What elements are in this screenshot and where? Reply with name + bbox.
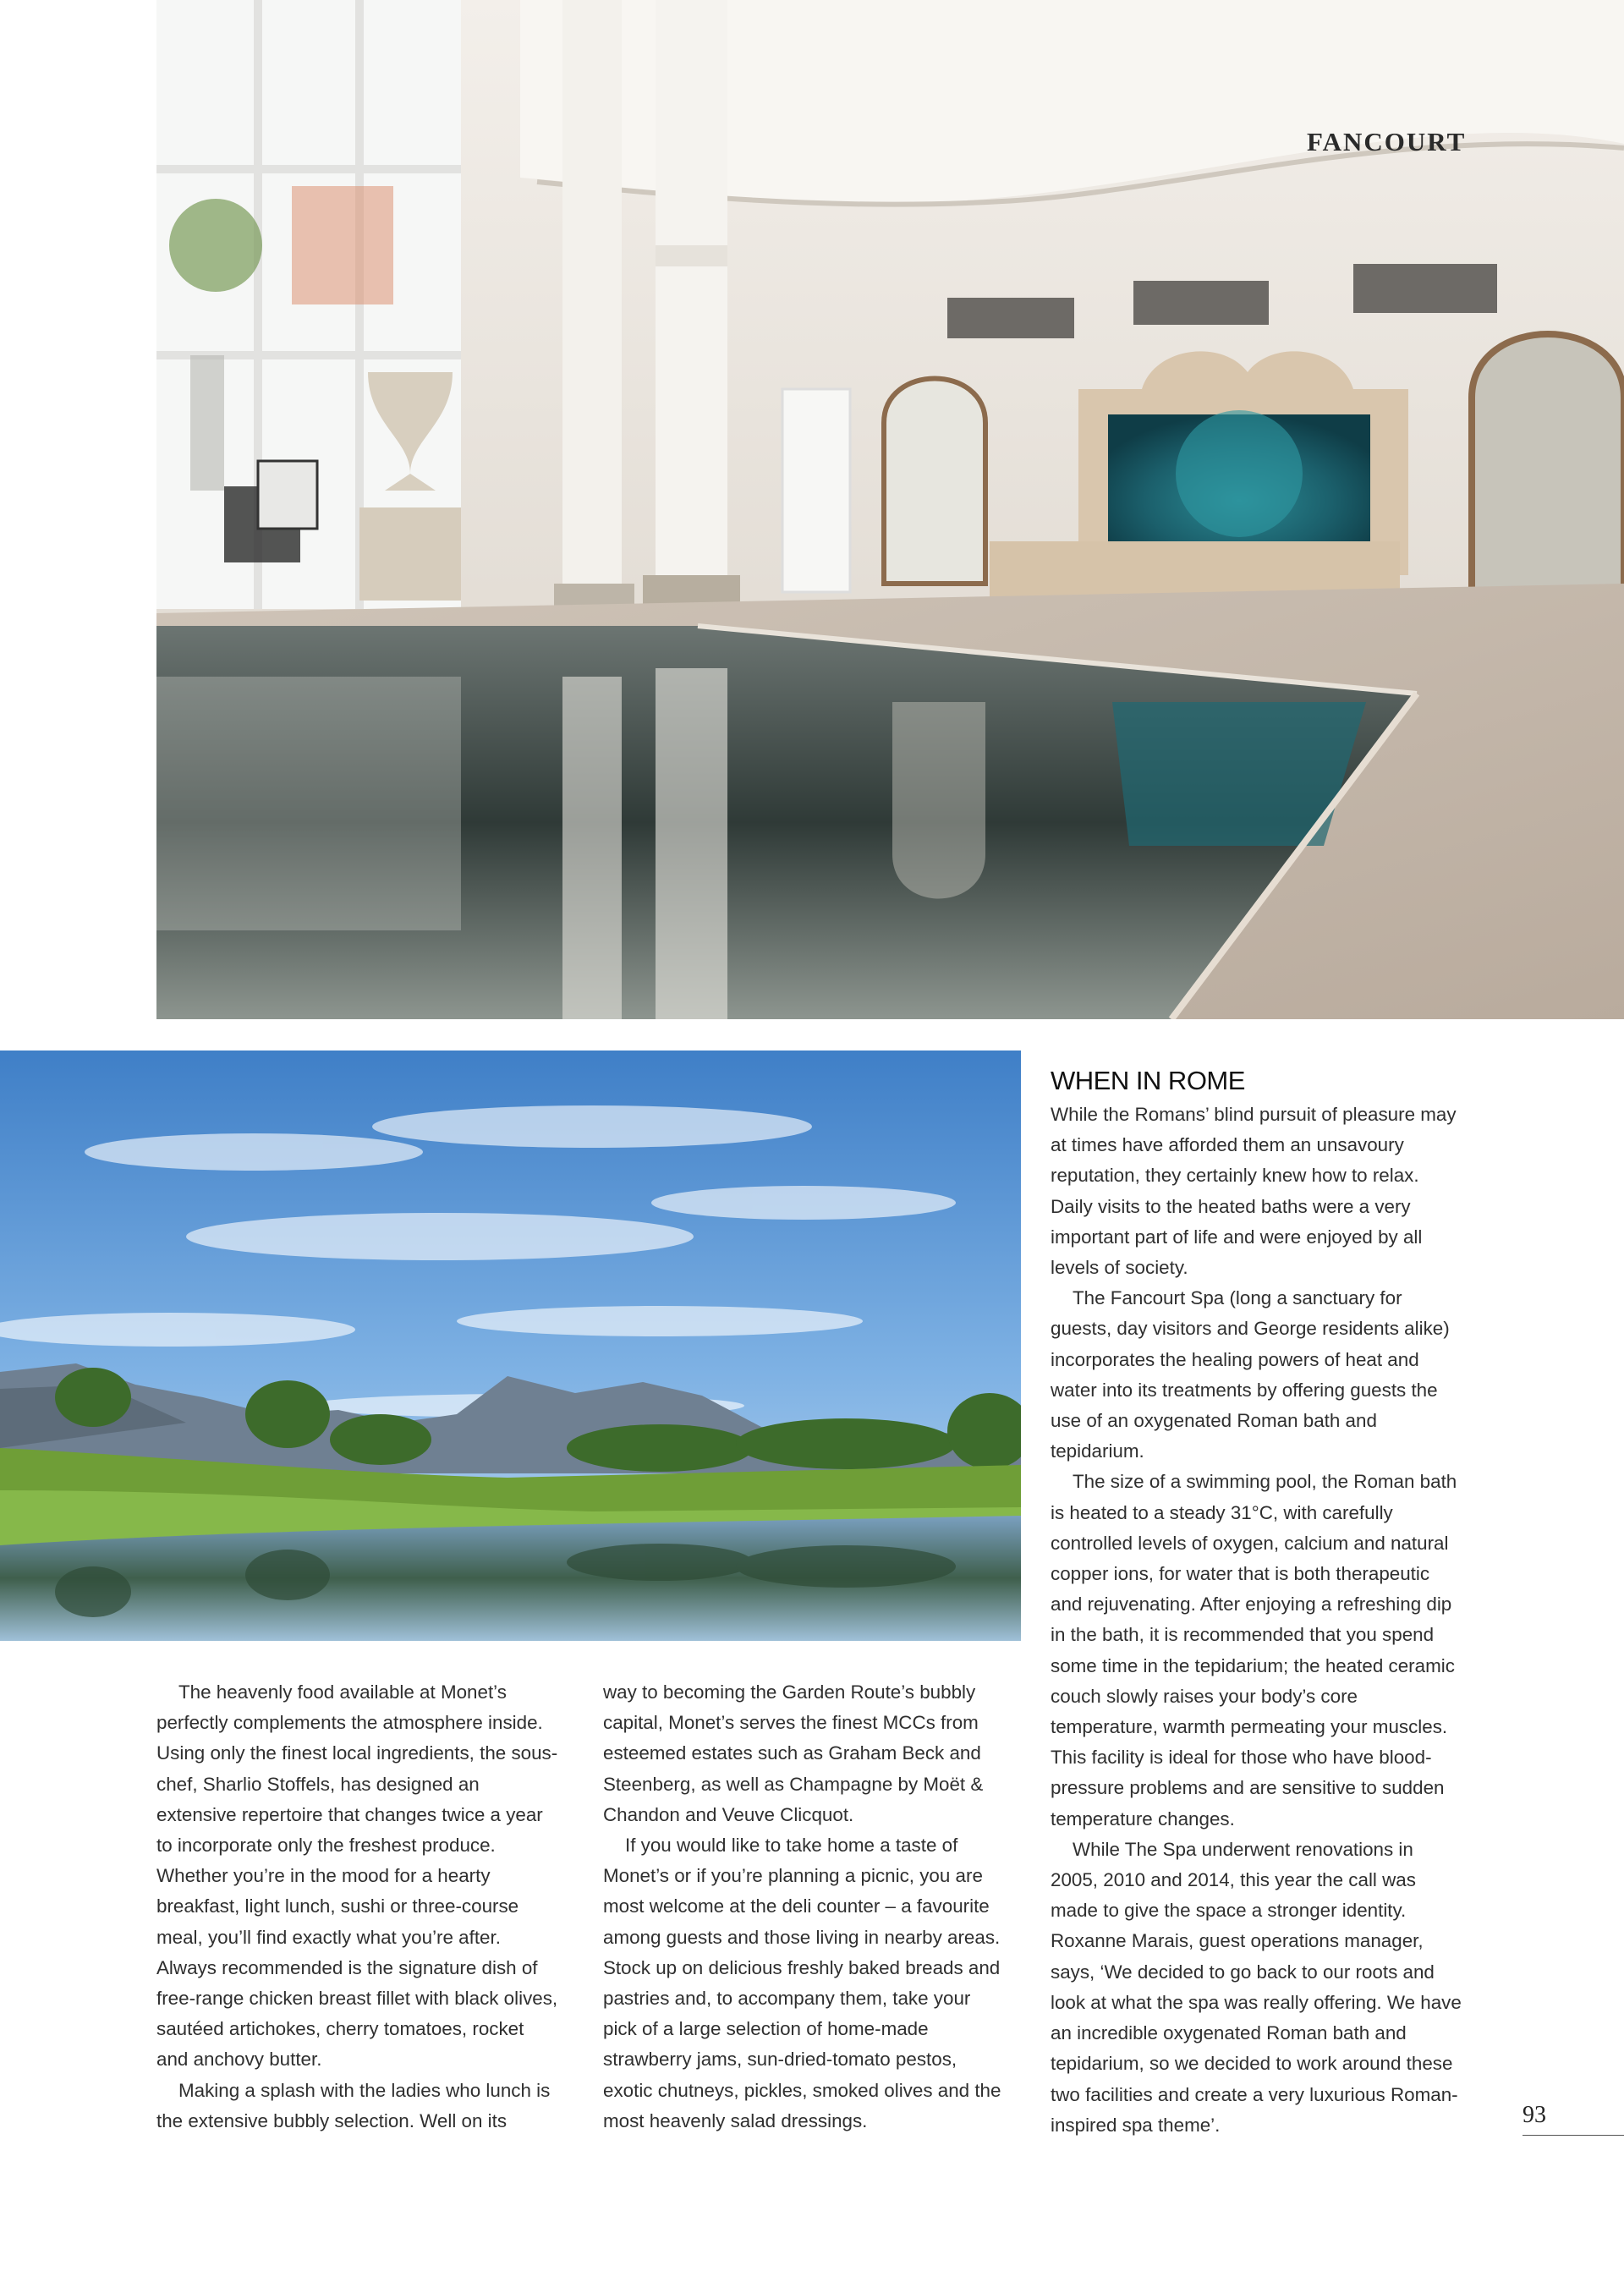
section-label: FANCOURT <box>1307 127 1467 156</box>
page-number-rule <box>1522 2135 1624 2136</box>
article-column-3 <box>1051 1064 1465 2141</box>
article-column-2 <box>603 1677 1009 2137</box>
paragraph: While the Romans’ blind pursuit of pleasure may at times have afforded them an unsavoury reputation, they certainly knew how to relax. Daily visits to the heated baths were a very important part of life and were enjoyed by all levels of society. <box>1051 1104 1457 1279</box>
paragraph: way to becoming the Garden Route’s bubbly capital, Monet’s serves the finest MCCs from esteemed estates such as Graham Beck and Steenberg, as well as Champagne by Moët & Chandon and Veuve Clicquot. <box>603 1681 984 1825</box>
article-heading: WHEN IN ROME <box>1051 1066 1245 1095</box>
paragraph: The heavenly food available at Monet’s perfectly complements the atmosphere inside. Using only the finest local ingredients, the sous-chef, Sharlio Stoffels, has designed an extensive repertoire that changes twice a year to incorporate only the freshest produce. Whether you’re in the mood for a hearty breakfast, light lunch, sushi or three-course meal, you’ll find exactly what you’re after. Always recommended is the signature dish of free-range chicken breast fillet with black olives, sautéed artichokes, cherry tomatoes, rocket and anchovy butter. <box>156 1681 558 2071</box>
golf-course-illustration <box>0 1051 1021 1641</box>
paragraph: If you would like to take home a taste of Monet’s or if you’re planning a picnic, you are most welcome at the deli counter – a favourite among guests and those living in nearby areas. Stock up on delicious freshly baked breads and pastries and, to accompany them, take your pick of a large selection of home-made strawberry jams, sun-dried-tomato pestos, exotic chutneys, pickles, smoked olives and the most heavenly salad dressings. <box>603 1835 1001 2131</box>
paragraph: Making a splash with the ladies who lunch is the extensive bubbly selection. Well on its <box>156 2079 551 2131</box>
paragraph: While The Spa underwent renovations in 2005, 2010 and 2014, this year the call was made to give the space a stronger identity. Roxanne Marais, guest operations manager, says, ‘We decided to go back to our roots and look at what the spa was really offering. We have an incredible oxygenated Roman bath and tepidarium, so we decided to work around these two facilities and create a very luxurious Roman-inspired spa theme’. <box>1051 1838 1462 2136</box>
paragraph: The Fancourt Spa (long a sanctuary for guests, day visitors and George residents alike) incorporates the healing powers of heat and water into its treatments by offering guests the use of an oxygenated Roman bath and tepidarium. <box>1051 1287 1450 1462</box>
paragraph: The size of a swimming pool, the Roman bath is heated to a steady 31°C, with carefully controlled levels of oxygen, calcium and natural copper ions, for water that is both therapeutic and rejuvenating. After enjoying a refreshing dip in the bath, it is recommended that you spend some time in the tepidarium; the heated ceramic couch slowly raises your body’s core temperature, warmth permeating your muscles. This facility is ideal for those who have blood-pressure problems and are sensitive to sudden temperature changes. <box>1051 1471 1457 1829</box>
article-column-1 <box>156 1677 558 2137</box>
page-number: 93 <box>1522 2102 1546 2128</box>
golf-course-photo <box>0 1051 1021 1641</box>
